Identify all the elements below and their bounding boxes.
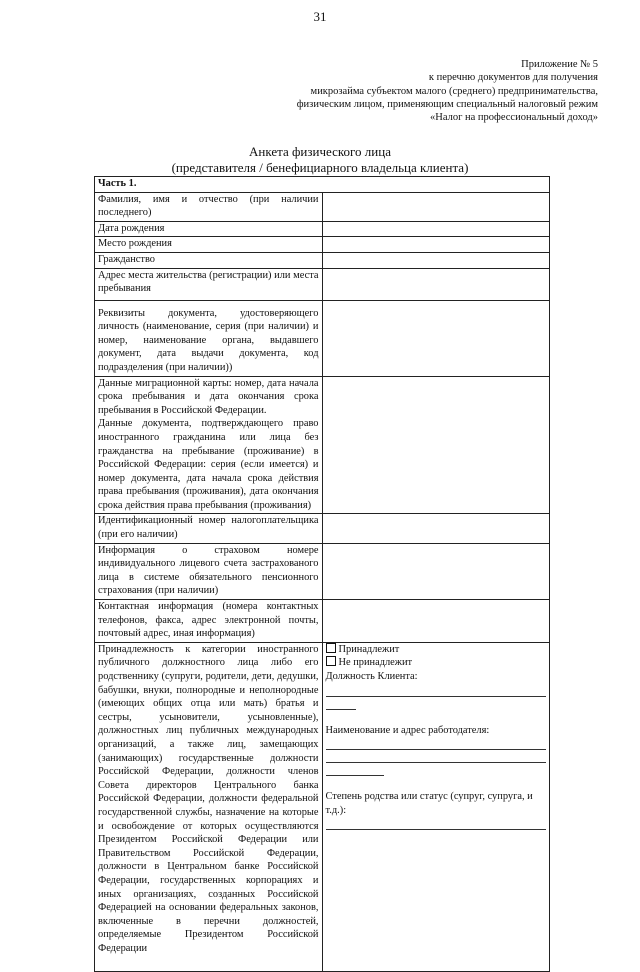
checkbox-icon[interactable] bbox=[326, 643, 336, 653]
row-label-name: Фамилия, имя и отчество (при наличии последнего) bbox=[95, 192, 323, 221]
questionnaire-table bbox=[94, 176, 550, 972]
appendix-header bbox=[178, 58, 598, 124]
table-row bbox=[95, 543, 550, 599]
form-title bbox=[0, 144, 640, 176]
appendix-line: к перечню документов для получения bbox=[428, 72, 598, 84]
table-row bbox=[95, 514, 550, 543]
option-belongs[interactable] bbox=[326, 643, 547, 657]
field-address[interactable] bbox=[322, 268, 550, 300]
table-row bbox=[95, 252, 550, 268]
row-label-id-document: Реквизиты документа, удостоверяющего личность (наименование, серия (при наличии) и номер, наименование органа, выдавшего документ, дата выдачи документа, код подразделения (при наличии)) bbox=[95, 300, 323, 376]
table-row bbox=[95, 237, 550, 253]
employer-label: Наименование и адрес работодателя: bbox=[325, 724, 490, 736]
migration-card-text: Данные миграционной карты: номер, дата начала срока пребывания и дата окончания срока пребывания в Российской Федерации. bbox=[98, 377, 319, 416]
page-number: 31 bbox=[313, 9, 327, 24]
relation-label: Степень родства или статус (супруг, супруга, и т.д.): bbox=[325, 791, 533, 816]
table-row bbox=[95, 268, 550, 300]
option-belongs-label: Принадлежит bbox=[338, 643, 400, 655]
field-snils[interactable] bbox=[322, 543, 550, 599]
row-label-snils: Информация о страховом номере индивидуального лицевого счета застрахованого лица в системе обязательного пенсионного страхования (при наличии) bbox=[95, 543, 323, 599]
field-contacts[interactable] bbox=[322, 600, 550, 643]
appendix-line: микрозайма субъектом малого (среднего) предпринимательства, bbox=[310, 85, 598, 97]
option-not-belongs[interactable] bbox=[326, 656, 547, 670]
row-label-citizenship: Гражданство bbox=[95, 252, 323, 268]
row-label-inn: Идентификационный номер налогоплательщика (при его наличии) bbox=[95, 514, 323, 543]
field-id-document[interactable] bbox=[322, 300, 550, 376]
appendix-line: Приложение № 5 bbox=[521, 59, 598, 70]
table-row bbox=[95, 600, 550, 643]
pep-options-cell bbox=[322, 642, 550, 972]
field-birth-place[interactable] bbox=[322, 237, 550, 253]
row-label-pep: Принадлежность к категории иностранного публичного должностного лица либо его родственнику (супруги, родители, дети, дедушки, бабушки, внуки, полнородные и неполнородные (имеющих общих отца или мать) братья и сестры, усыновители, усыновленные), должностных лиц публичных международных организаций, а также лиц, замещающих (занимающих) государственные должности Российской Федерации, должности членов Совета директоров Центрального банка Российской Федерации, должности федеральной государственной службы, назначение на которые и освобождение от которых осуществляются Президентом Российской Федерации или Правительством Российской Федерации, должности в Центральном банке Российской Федерации, государственных корпорациях и иных организациях, созданных Российской Федерацией на основании федеральных законов, включенные в перечни должностей, определяемые Президентом Российской Федерации bbox=[95, 642, 323, 972]
row-label-migration bbox=[95, 376, 323, 514]
table-row bbox=[95, 192, 550, 221]
relation-line[interactable] bbox=[326, 817, 547, 830]
position-label: Должность Клиента: bbox=[325, 671, 418, 682]
employer-line-3[interactable] bbox=[326, 763, 384, 776]
form-title-line2: (представителя / бенефициарного владельца клиента) bbox=[171, 160, 469, 175]
row-label-address: Адрес места жительства (регистрации) или места пребывания bbox=[95, 268, 323, 300]
appendix-line: «Налог на профессиональный доход» bbox=[430, 112, 598, 124]
field-citizenship[interactable] bbox=[322, 252, 550, 268]
part-label: Часть 1. bbox=[95, 177, 550, 193]
row-label-birth-place: Место рождения bbox=[95, 237, 323, 253]
form-title-line1: Анкета физического лица bbox=[249, 144, 391, 159]
field-inn[interactable] bbox=[322, 514, 550, 543]
appendix-line: физическим лицом, применяющим специальный налоговый режим bbox=[296, 98, 598, 110]
field-name[interactable] bbox=[322, 192, 550, 221]
checkbox-icon[interactable] bbox=[326, 656, 336, 666]
position-line[interactable] bbox=[326, 684, 547, 697]
field-birth-date[interactable] bbox=[322, 221, 550, 237]
table-row bbox=[95, 221, 550, 237]
employer-line[interactable] bbox=[326, 737, 547, 750]
position-line-2[interactable] bbox=[326, 697, 356, 710]
table-row bbox=[95, 300, 550, 376]
row-label-contacts: Контактная информация (номера контактных телефонов, факса, адрес электронной почты, почтовый адрес, иная информация) bbox=[95, 600, 323, 643]
table-row bbox=[95, 642, 550, 972]
option-not-belongs-label: Не принадлежит bbox=[338, 657, 413, 669]
part-header-row bbox=[95, 177, 550, 193]
table-row bbox=[95, 376, 550, 514]
row-label-birth-date: Дата рождения bbox=[95, 221, 323, 237]
field-migration[interactable] bbox=[322, 376, 550, 514]
residence-right-text: Данные документа, подтверждающего право иностранного гражданина или лица без гражданства на пребывание (проживание) в Российской Федерации: серия (если имеется) и номер документа, дата начала срока действия права пребывания (проживания), дата окончания срока действия права пребывания (проживания) bbox=[98, 418, 319, 511]
employer-line-2[interactable] bbox=[326, 750, 547, 763]
